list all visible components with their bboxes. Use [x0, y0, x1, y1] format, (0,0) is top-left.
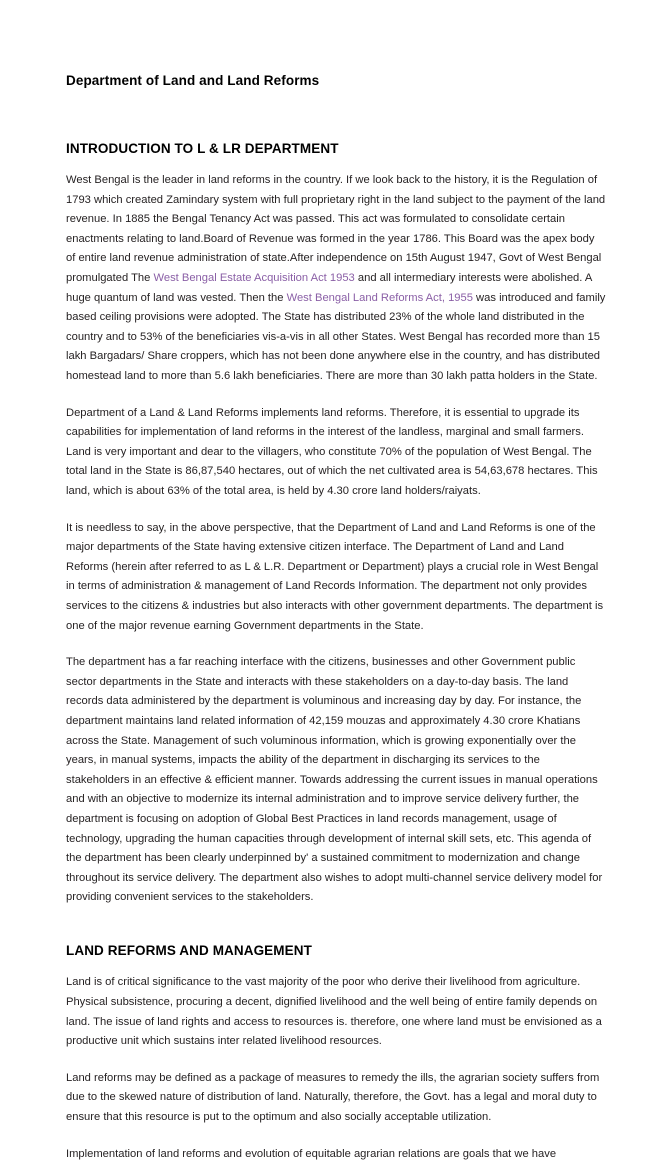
paragraph-text-segment: and all intermediary interests were abolished. A huge quantum of land was vested. Then the [66, 272, 592, 304]
paragraph-text-segment: West Bengal is the leader in land reforms in the country. If we look back to the history, it is the Regulation of 1793 which created Zamindary system with full proprietary right in the land subject to the payment of the land revenue. In 1885 the Bengal Tenancy Act was passed. This act was formulated to consolidate certain enactments relating to land.Board of Revenue was formed in the year 1786. This Board was the apex body of entire land revenue administration of state.After independence on 15th August 1947, Govt of West Bengal promulgated The [66, 174, 606, 285]
link-west-bengal-land-reforms-act-1955[interactable]: West Bengal Land Reforms Act, 1955 [286, 291, 473, 304]
paragraph-land-reforms-definition: Land reforms may be defined as a package of measures to remedy the ills, the agrarian society suffers from due to the skewed nature of distribution of land. Naturally, therefore, the Govt. has a legal and moral duty to ensure that this resource is put to the optimum and also socially acceptable utilization. [66, 1071, 600, 1123]
document-content [66, 72, 606, 1164]
paragraph-department-capabilities: Department of a Land & Land Reforms implements land reforms. Therefore, it is essential to upgrade its capabilities for implementation of land reforms in the interest of the landless, marginal and small farmers. Land is very important and dear to the villagers, who constitute 70% of the population of West Bengal. The total land in the State is 86,87,540 hectares, out of which the net cultivated area is 54,63,678 hectares. This land, which is about 63% of the total area, is held by 4.30 crore land holders/raiyats. [66, 406, 598, 497]
link-west-bengal-estate-acquisition-act-1953[interactable]: West Bengal Estate Acquisition Act 1953 [153, 272, 355, 285]
paragraph-stakeholder-interface: The department has a far reaching interface with the citizens, businesses and other Government public sector departments in the State and interacts with these stakeholders on a day-to-day basis. The land records data administered by the department is voluminous and increasing day by day. For instance, the department maintains land related information of 42,159 mouzas and approximately 4.30 crore Khatians across the State. Management of such voluminous information, which is growing exponentially over the years, in manual systems, impacts the ability of the department in discharging its services to the stakeholders in an effective & efficient manner. Towards addressing the current issues in manual operations and with an objective to modernize its internal administration and to improve service delivery further, the department is focusing on adoption of Global Best Practices in land records management, usage of technology, upgrading the human capacities through development of internal skill sets, etc. This agenda of the department has been clearly underpinned by' a sustained commitment to modernization and change throughout its service delivery. The department also wishes to adopt multi-channel service delivery model for providing convenient services to the stakeholders. [66, 656, 603, 904]
paragraph-introduction-history [66, 171, 606, 387]
paragraph-implementation-goals: Implementation of land reforms and evolution of equitable agrarian relations are goals that we have [66, 1147, 557, 1160]
document-title: Department of Land and Land Reforms [66, 73, 320, 88]
paragraph-citizen-interface: It is needless to say, in the above perspective, that the Department of Land and Land Reforms is one of the major departments of the State having extensive citizen interface. The Department of Land and Land Reforms (herein after referred to as L & L.R. Department or Department) plays a crucial role in West Bengal in terms of administration & management of Land Records Information. The department not only provides services to the citizens & industries but also interacts with other government departments. The department is one of the major revenue earning Government departments in the State. [66, 521, 604, 632]
section-heading-land-reforms-and-management: LAND REFORMS AND MANAGEMENT [66, 942, 312, 958]
paragraph-text-segment: was introduced and family based ceiling provisions were adopted. The State has distributed 23% of the whole land distributed in the country and to 53% of the beneficiaries vis-a-vis in all other States. West Bengal has recorded more than 15 lakh Bargadars/ Share croppers, which has not been done anywhere else in the country, and has distributed homestead land to more than 5.6 lakh beneficiaries. There are more than 30 lakh patta holders in the State. [66, 291, 606, 383]
section-heading-introduction: INTRODUCTION TO L & LR DEPARTMENT [66, 140, 339, 156]
paragraph-land-significance: Land is of critical significance to the vast majority of the poor who derive their livelihood from agriculture. Physical subsistence, procuring a decent, dignified livelihood and the well being of entire family depends on land. The issue of land rights and access to resources is. therefore, one where land must be envisioned as a productive unit which sustains inter related livelihood resources. [66, 976, 602, 1048]
